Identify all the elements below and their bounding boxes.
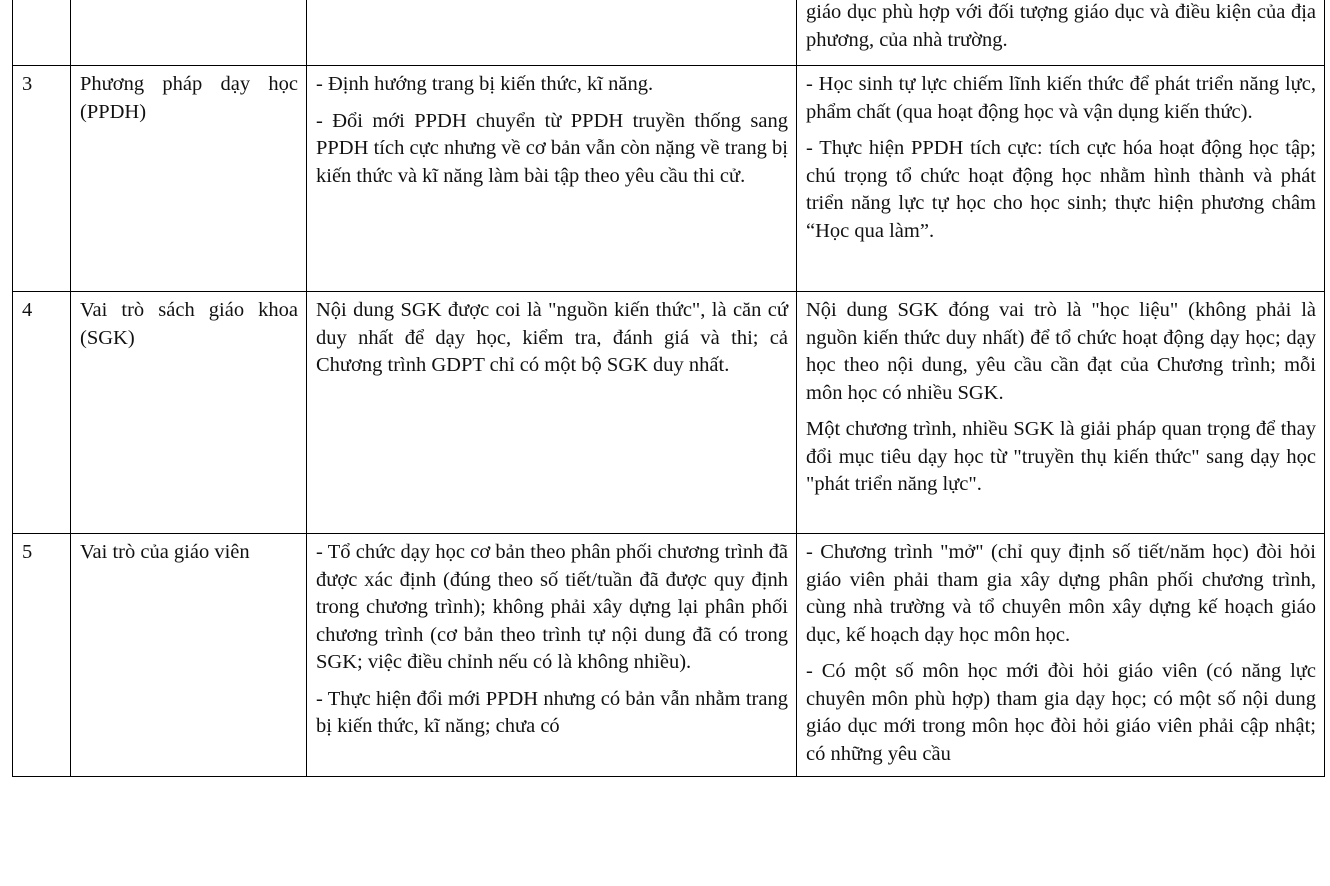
old-program-text: - Đổi mới PPDH chuyển từ PPDH truyền thống sang PPDH tích cực nhưng về cơ bản vẫn còn nặng về trang bị kiến thức và kĩ năng làm bài tập theo yêu cầu thi cử. xyxy=(316,109,788,187)
old-program-text: Nội dung SGK được coi là "nguồn kiến thức", là căn cứ duy nhất để dạy học, kiểm tra, đánh giá và thi; cả Chương trình GDPT chỉ có một bộ SGK duy nhất. xyxy=(316,299,788,376)
new-program-text: Một chương trình, nhiều SGK là giải pháp quan trọng để thay đổi mục tiêu dạy học từ "truyền thụ kiến thức" sang dạy học "phát triển năng lực". xyxy=(806,418,1316,495)
new-program-cell xyxy=(797,292,1325,534)
new-program-cell xyxy=(797,66,1325,292)
criterion-cell: Vai trò sách giáo khoa (SGK) xyxy=(71,292,307,534)
criterion-cell: Vai trò của giáo viên xyxy=(71,534,307,777)
comparison-table xyxy=(12,0,1325,777)
new-program-text: Nội dung SGK đóng vai trò là "học liệu" (không phải là nguồn kiến thức duy nhất) để tổ chức hoạt động dạy học; dạy học theo nội dung, yêu cầu cần đạt của Chương trình; mỗi môn học có nhiều SGK. xyxy=(806,299,1316,404)
new-program-text: giáo dục phù hợp với đối tượng giáo dục và điều kiện của địa phương, của nhà trường. xyxy=(806,1,1316,51)
table-row xyxy=(13,66,1325,292)
old-program-text: - Tổ chức dạy học cơ bản theo phân phối chương trình đã được xác định (đúng theo số tiết/tuần đã được quy định trong chương trình); không phải xây dựng lại phân phối chương trình (cơ bản theo trình tự nội dung đã có trong SGK; việc điều chỉnh nếu có là không nhiều). xyxy=(316,541,788,673)
table-row xyxy=(13,534,1325,777)
new-program-text: - Học sinh tự lực chiếm lĩnh kiến thức để phát triển năng lực, phẩm chất (qua hoạt động học và vận dụng kiến thức). xyxy=(806,73,1316,123)
new-program-text: - Có một số môn học mới đòi hỏi giáo viên (có năng lực chuyên môn phù hợp) tham gia dạy học; có một số nội dung giáo dục mới trong môn học đòi hỏi giáo viên phải cập nhật; có những yêu cầu xyxy=(806,660,1316,765)
new-program-text: - Thực hiện PPDH tích cực: tích cực hóa hoạt động học tập; chú trọng tổ chức hoạt động học nhằm hình thành và phát triển năng lực tự học cho học sinh; thực hiện phương châm “Học qua làm”. xyxy=(806,137,1316,242)
table-row xyxy=(13,0,1325,66)
old-program-cell xyxy=(307,66,797,292)
old-program-cell xyxy=(307,534,797,777)
new-program-cell xyxy=(797,0,1325,66)
criterion-cell: Phương pháp dạy học (PPDH) xyxy=(71,66,307,292)
old-program-cell xyxy=(307,0,797,66)
new-program-text: - Chương trình "mở" (chỉ quy định số tiết/năm học) đòi hỏi giáo viên phải tham gia xây dựng phân phối chương trình, cùng nhà trường và tổ chuyên môn xây dựng kế hoạch giáo dục, kế hoạch dạy học môn học. xyxy=(806,541,1316,646)
row-number-cell: 4 xyxy=(13,292,71,534)
old-program-cell xyxy=(307,292,797,534)
old-program-text: - Thực hiện đổi mới PPDH nhưng có bản vẫn nhằm trang bị kiến thức, kĩ năng; chưa có xyxy=(316,687,788,737)
old-program-text: - Định hướng trang bị kiến thức, kĩ năng. xyxy=(316,73,654,95)
criterion-cell xyxy=(71,0,307,66)
table-row xyxy=(13,292,1325,534)
row-number-cell xyxy=(13,0,71,66)
row-number-cell: 5 xyxy=(13,534,71,777)
new-program-cell xyxy=(797,534,1325,777)
row-number-cell: 3 xyxy=(13,66,71,292)
